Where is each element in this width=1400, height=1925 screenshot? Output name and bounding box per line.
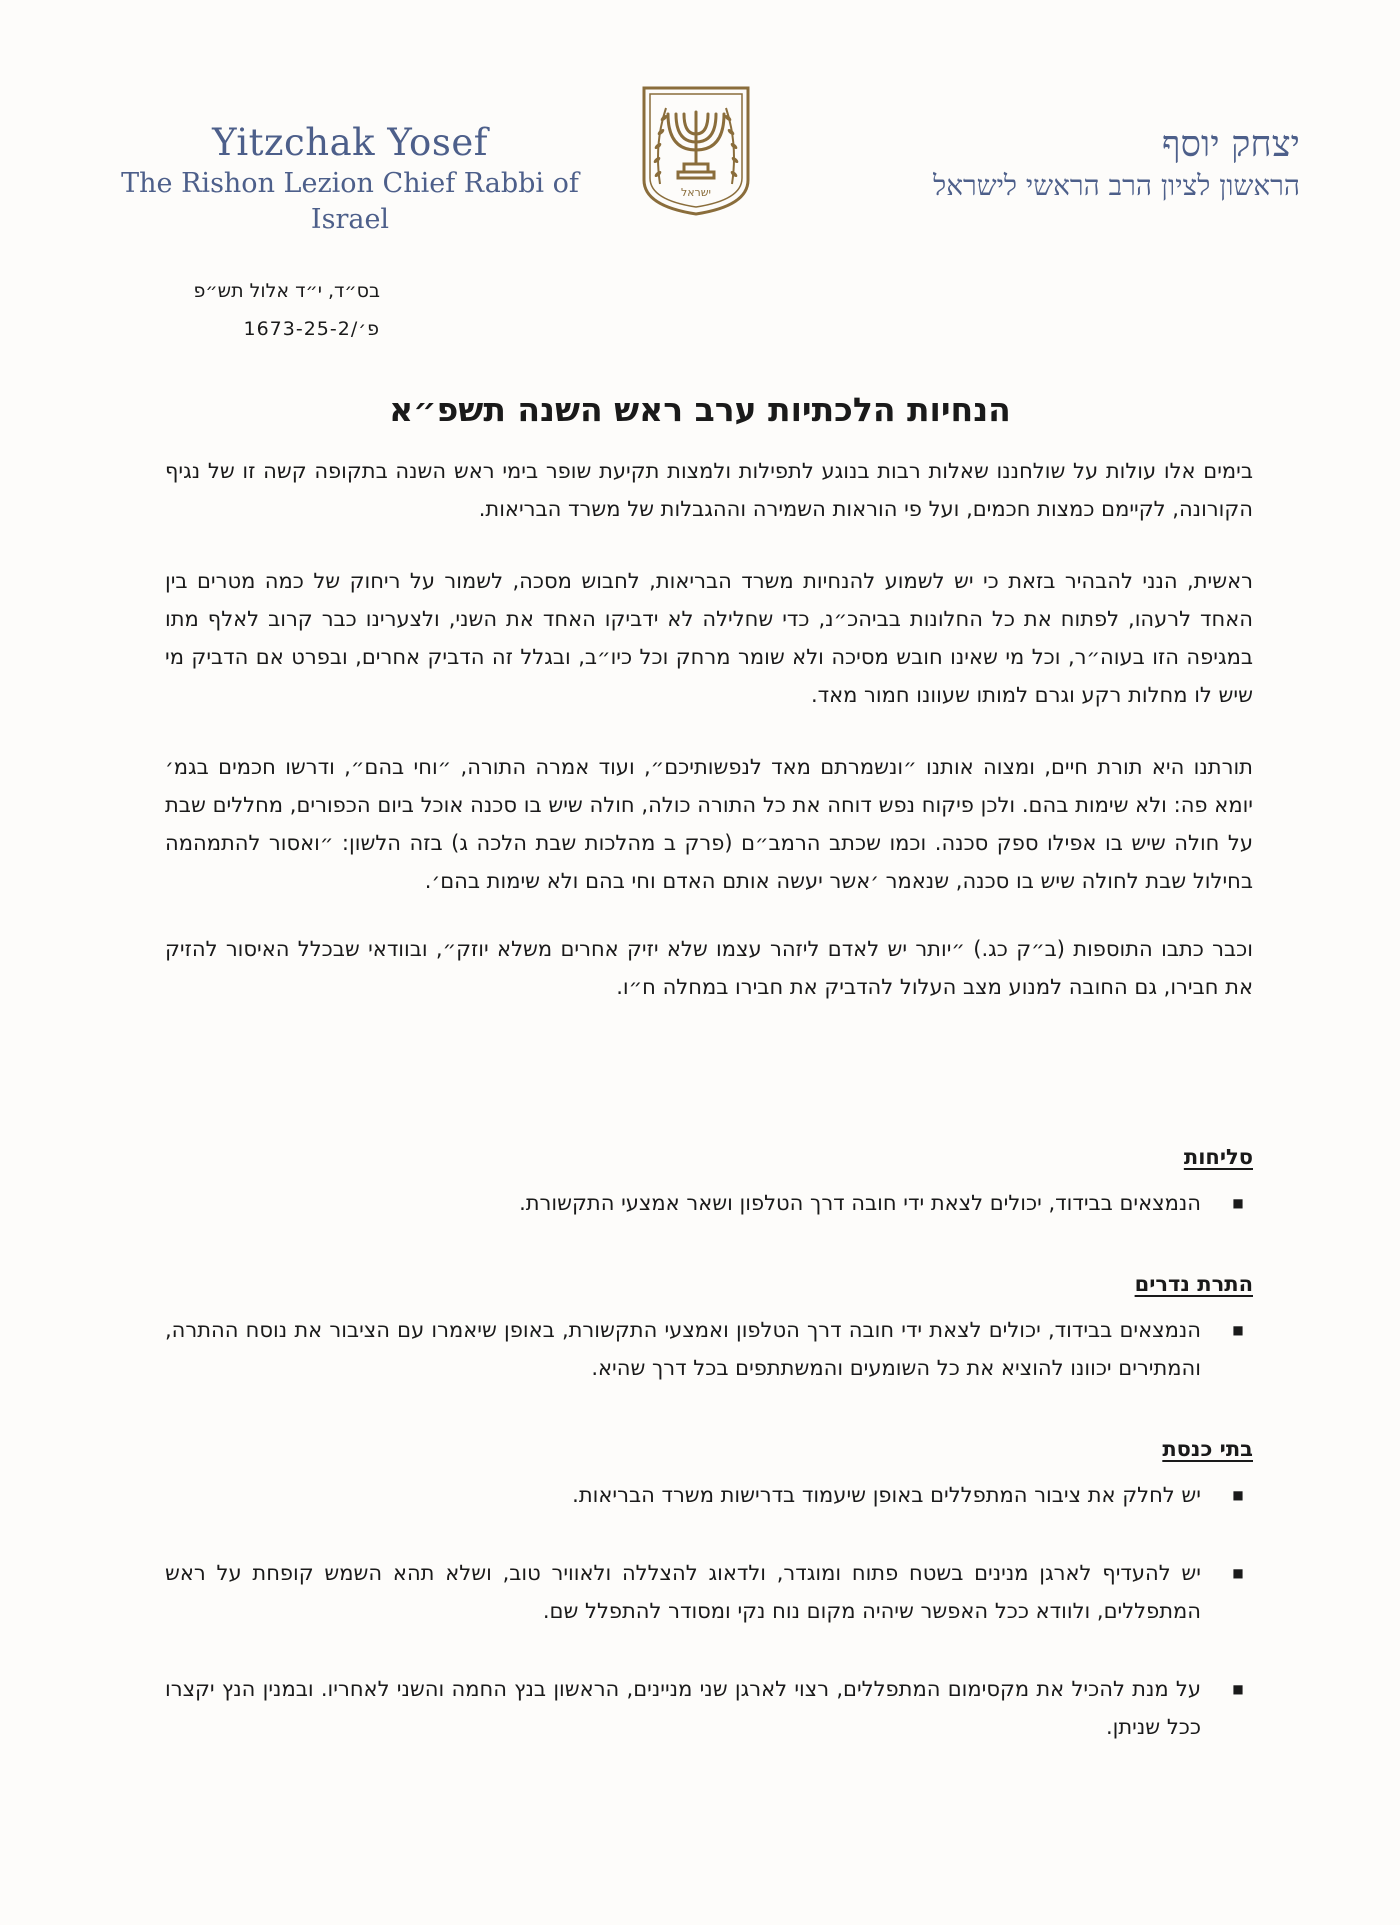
bullet-square-icon: ■ xyxy=(1232,1196,1244,1210)
section-selichot xyxy=(165,1138,1253,1262)
list-item xyxy=(165,1554,1253,1630)
paragraph-health-instructions: ראשית, הנני להבהיר בזאת כי יש לשמוע להנחיות משרד הבריאות, לחבוש מסכה, לשמור על ריחוק של כמה מטרים בין האחד לרעהו, לפתוח את כל החלונות בביהכ״נ, כדי שחלילה לא ידביקו האחד את השני, ולצערינו כבר קרוב לאלף מתו במגיפה הזו בעוה״ר, וכל מי שאינו חובש מסיכה ולא שומר מרחק וכל כיו״ב, ובגלל זה הדביק אחרים, ובפרט אם הדביק מי שיש לו מחלות רקע וגרם למותו שעוונו חמור מאד. xyxy=(165,569,1253,707)
document-title: הנחיות הלכתיות ערב ראש השנה תשפ״א xyxy=(389,390,1011,429)
document-reference: פ׳/1673-25-2 xyxy=(243,318,380,340)
document-body xyxy=(165,452,1253,1040)
paragraph-intro: בימים אלו עולות על שולחננו שאלות רבות בנוגע לתפילות ולמצות תקיעת שופר בימי ראש השנה בתקופה קשה זו של נגיף הקורונה, לקיימם כמצות חכמים, ועל פי הוראות השמירה וההגבלות של משרד הבריאות. xyxy=(165,459,1253,521)
paragraph-torah-of-life: תורתנו היא תורת חיים, ומצוה אותנו ״ונשמרתם מאד לנפשותיכם״, ועוד אמרה התורה, ״וחי בהם״, ודרשו חכמים בגמ׳ יומא פה: ולא שימות בהם. ולכן פיקוח נפש דוחה את כל התורה כולה, חולה שיש בו סכנה אוכל ביום הכפורים, מחללים שבת על חולה שיש בו אפילו ספק סכנה. וכמו שכתב הרמב״ם (פרק ב מהלכות שבת הלכה ג) בזה הלשון: ״ואסור להתמהמה בחילול שבת לחולה שיש בו סכנה, שנאמר ׳אשר יעשה אותם האדם וחי בהם ולא שימות בהם׳. xyxy=(165,755,1253,893)
list-item-text: הנמצאים בבידוד, יכולים לצאת ידי חובה דרך הטלפון ושאר אמצעי התקשורת. xyxy=(519,1191,1201,1215)
english-title: The Rishon Lezion Chief Rabbi of Israel xyxy=(121,168,579,235)
hebrew-name: יצחק יוסף xyxy=(1161,124,1300,165)
bullet-square-icon: ■ xyxy=(1232,1566,1244,1580)
list-item xyxy=(165,1476,1253,1514)
paragraph-tosafot: וכבר כתבו התוספות (ב״ק כג.) ״יותר יש לאדם ליזהר עצמו שלא יזיק אחרים משלא יוזק״, ובוודאי שבכלל האיסור להזיק את חבירו, גם החובה למנוע מצב העלול להדביק את חבירו במחלה ח״ו. xyxy=(165,937,1253,999)
list-item xyxy=(165,1311,1253,1387)
emblem-caption: ישראל xyxy=(680,186,712,199)
hebrew-title: הראשון לציון הרב הראשי לישראל xyxy=(933,169,1300,202)
list-item-text: על מנת להכיל את מקסימום המתפללים, רצוי לארגן שני מניינים, הראשון בנץ החמה והשני לאחריו. ובמנין הנץ יקצרו ככל שניתן. xyxy=(165,1677,1201,1739)
letterhead-hebrew xyxy=(840,122,1300,204)
section-batei-knesset xyxy=(165,1430,1253,1786)
document-date: בס״ד, י״ד אלול תש״פ xyxy=(193,280,380,302)
bullet-square-icon: ■ xyxy=(1232,1488,1244,1502)
list-item-text: יש להעדיף לארגן מנינים בשטח פתוח ומוגדר, ולדאוג להצללה ולאוויר טוב, ושלא תהא השמש קופחת על ראש המתפללים, ולוודא ככל האפשר שיהיה מקום נוח נקי ומסודר להתפלל שם. xyxy=(165,1561,1201,1623)
section-hatarat-nedarim xyxy=(165,1265,1253,1427)
list-item-text: הנמצאים בבידוד, יכולים לצאת ידי חובה דרך הטלפון ואמצעי התקשורת, באופן שיאמרו עם הציבור את נוסח ההתרה, והמתירים יכוונו להוציא את כל השומעים והמשתתפים בכל דרך שהיא. xyxy=(165,1318,1201,1380)
list-item xyxy=(165,1184,1253,1222)
state-emblem-icon xyxy=(640,84,752,218)
list-item xyxy=(165,1670,1253,1746)
document-meta xyxy=(194,272,381,348)
bullet-square-icon: ■ xyxy=(1232,1323,1244,1337)
section-heading: בתי כנסת xyxy=(1162,1437,1253,1461)
list-item-text: יש לחלק את ציבור המתפללים באופן שיעמוד בדרישות משרד הבריאות. xyxy=(572,1483,1201,1507)
bullet-square-icon: ■ xyxy=(1232,1682,1244,1696)
section-heading: סליחות xyxy=(1183,1145,1253,1169)
english-name: Yitzchak Yosef xyxy=(212,121,488,164)
section-heading: התרת נדרים xyxy=(1134,1272,1253,1296)
letterhead-english xyxy=(100,120,600,238)
letterhead xyxy=(0,0,1400,240)
